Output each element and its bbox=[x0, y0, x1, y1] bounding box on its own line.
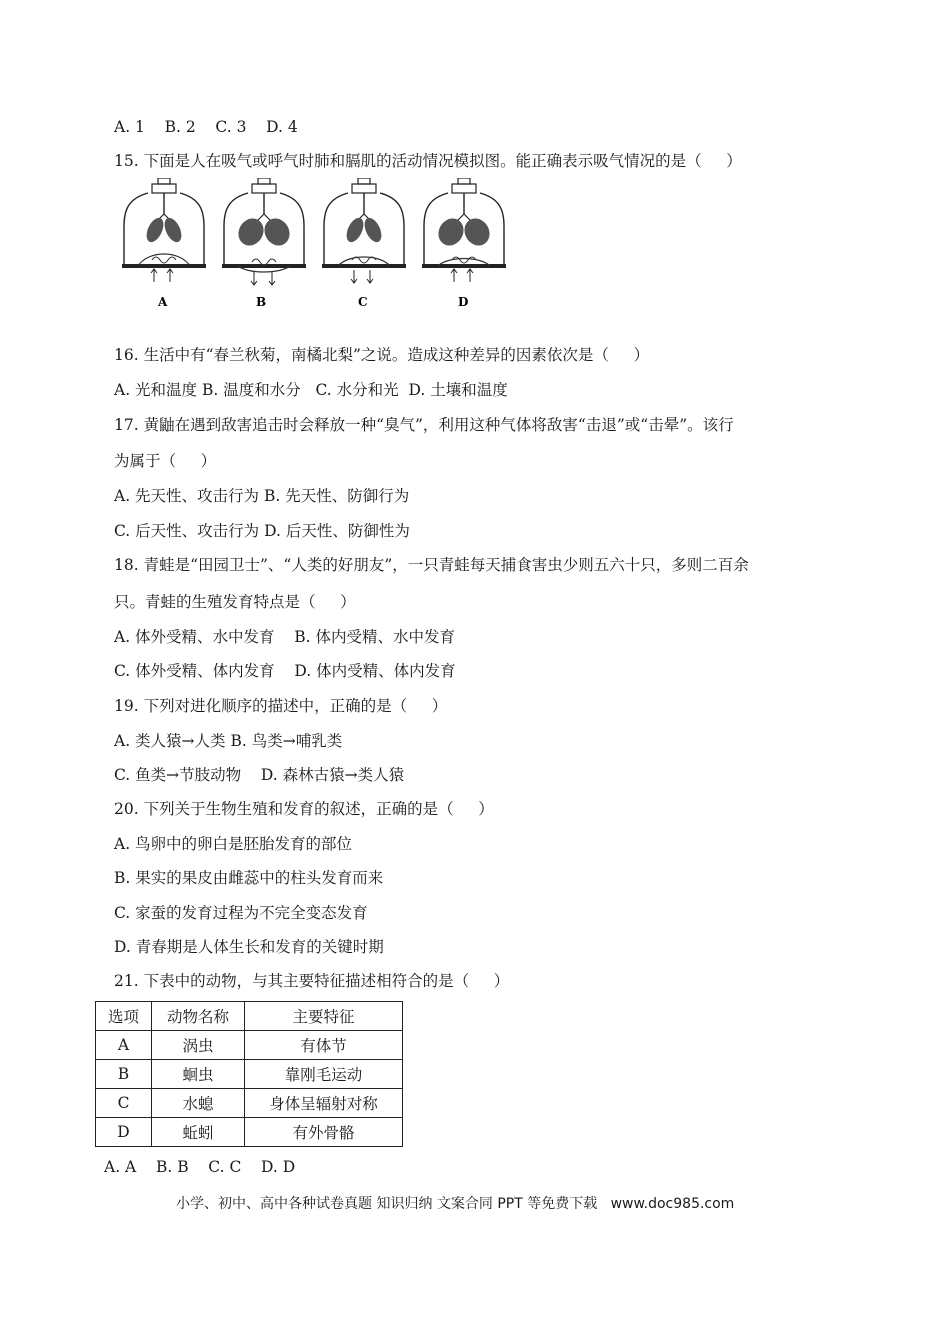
table-cell: 水螅 bbox=[152, 1089, 245, 1118]
q17-options-2: C. 后天性、攻击行为 D. 后天性、防御性为 bbox=[114, 522, 410, 540]
lung-model-figure bbox=[118, 178, 518, 318]
table-cell: 蛔虫 bbox=[152, 1060, 245, 1089]
table-row bbox=[96, 1089, 403, 1118]
q20-option-a: A. 鸟卵中的卵白是胚胎发育的部位 bbox=[114, 835, 353, 853]
q21-stem: 21. 下表中的动物，与其主要特征描述相符合的是（ ） bbox=[114, 972, 510, 990]
q18-stem-2: 只。青蛙的生殖发育特点是（ ） bbox=[114, 593, 356, 611]
q21-options: A. A B. B C. C D. D bbox=[104, 1158, 296, 1176]
table-cell: 身体呈辐射对称 bbox=[245, 1089, 403, 1118]
table-row bbox=[96, 1118, 403, 1147]
table-header-row bbox=[96, 1002, 403, 1031]
q14-options: A. 1 B. 2 C. 3 D. 4 bbox=[114, 118, 298, 136]
q19-options-2: C. 鱼类→节肢动物 D. 森林古猿→类人猿 bbox=[114, 766, 405, 784]
model-a bbox=[122, 178, 206, 282]
figure-label-b: B bbox=[256, 295, 267, 309]
table-cell: D bbox=[96, 1118, 152, 1147]
model-d bbox=[422, 178, 506, 282]
q20-option-d: D. 青春期是人体生长和发育的关键时期 bbox=[114, 938, 384, 956]
footer-text: 小学、初中、高中各种试卷真题 知识归纳 文案合同 PPT 等免费下载 www.doc985.com bbox=[176, 1196, 735, 1212]
figure-label-c: C bbox=[358, 295, 368, 309]
q20-stem: 20. 下列关于生物生殖和发育的叙述，正确的是（ ） bbox=[114, 800, 494, 818]
q18-stem-1: 18. 青蛙是“田园卫士”、“人类的好朋友”，一只青蛙每天捕食害虫少则五六十只，多则二百余 bbox=[114, 556, 749, 574]
q17-options-1: A. 先天性、攻击行为 B. 先天性、防御行为 bbox=[114, 487, 410, 505]
table-header-cell: 动物名称 bbox=[152, 1002, 245, 1031]
table-row bbox=[96, 1060, 403, 1089]
table-row bbox=[96, 1031, 403, 1060]
q20-option-c: C. 家蚕的发育过程为不完全变态发育 bbox=[114, 904, 368, 922]
model-b bbox=[222, 178, 306, 285]
table-cell: 靠刚毛运动 bbox=[245, 1060, 403, 1089]
q17-stem-1: 17. 黄鼬在遇到敌害追击时会释放一种“臭气”，利用这种气体将敌害“击退”或“击晕”。该行 bbox=[114, 416, 734, 434]
model-c bbox=[322, 178, 406, 283]
figure-label-d: D bbox=[458, 295, 469, 309]
q16-options: A. 光和温度 B. 温度和水分 C. 水分和光 D. 土壤和温度 bbox=[114, 381, 508, 399]
q19-stem: 19. 下列对进化顺序的描述中，正确的是（ ） bbox=[114, 697, 448, 715]
q15-stem: 15. 下面是人在吸气或呼气时肺和膈肌的活动情况模拟图。能正确表示吸气情况的是（ ） bbox=[114, 152, 742, 170]
table-cell: A bbox=[96, 1031, 152, 1060]
q20-option-b: B. 果实的果皮由雌蕊中的柱头发育而来 bbox=[114, 869, 384, 887]
q19-options-1: A. 类人猿→人类 B. 鸟类→哺乳类 bbox=[114, 732, 343, 750]
table-cell: 有体节 bbox=[245, 1031, 403, 1060]
table-header-cell: 选项 bbox=[96, 1002, 152, 1031]
table-cell: C bbox=[96, 1089, 152, 1118]
q17-stem-2: 为属于（ ） bbox=[114, 452, 217, 470]
q21-table bbox=[95, 1001, 403, 1147]
figure-label-a: A bbox=[158, 295, 168, 309]
q16-stem: 16. 生活中有“春兰秋菊，南橘北梨”之说。造成这种差异的因素依次是（ ） bbox=[114, 346, 650, 364]
table-cell: 有外骨骼 bbox=[245, 1118, 403, 1147]
table-cell: 蚯蚓 bbox=[152, 1118, 245, 1147]
q18-options-2: C. 体外受精、体内发育 D. 体内受精、体内发育 bbox=[114, 662, 456, 680]
table-cell: B bbox=[96, 1060, 152, 1089]
table-header-cell: 主要特征 bbox=[245, 1002, 403, 1031]
table-cell: 涡虫 bbox=[152, 1031, 245, 1060]
q18-options-1: A. 体外受精、水中发育 B. 体内受精、水中发育 bbox=[114, 628, 456, 646]
